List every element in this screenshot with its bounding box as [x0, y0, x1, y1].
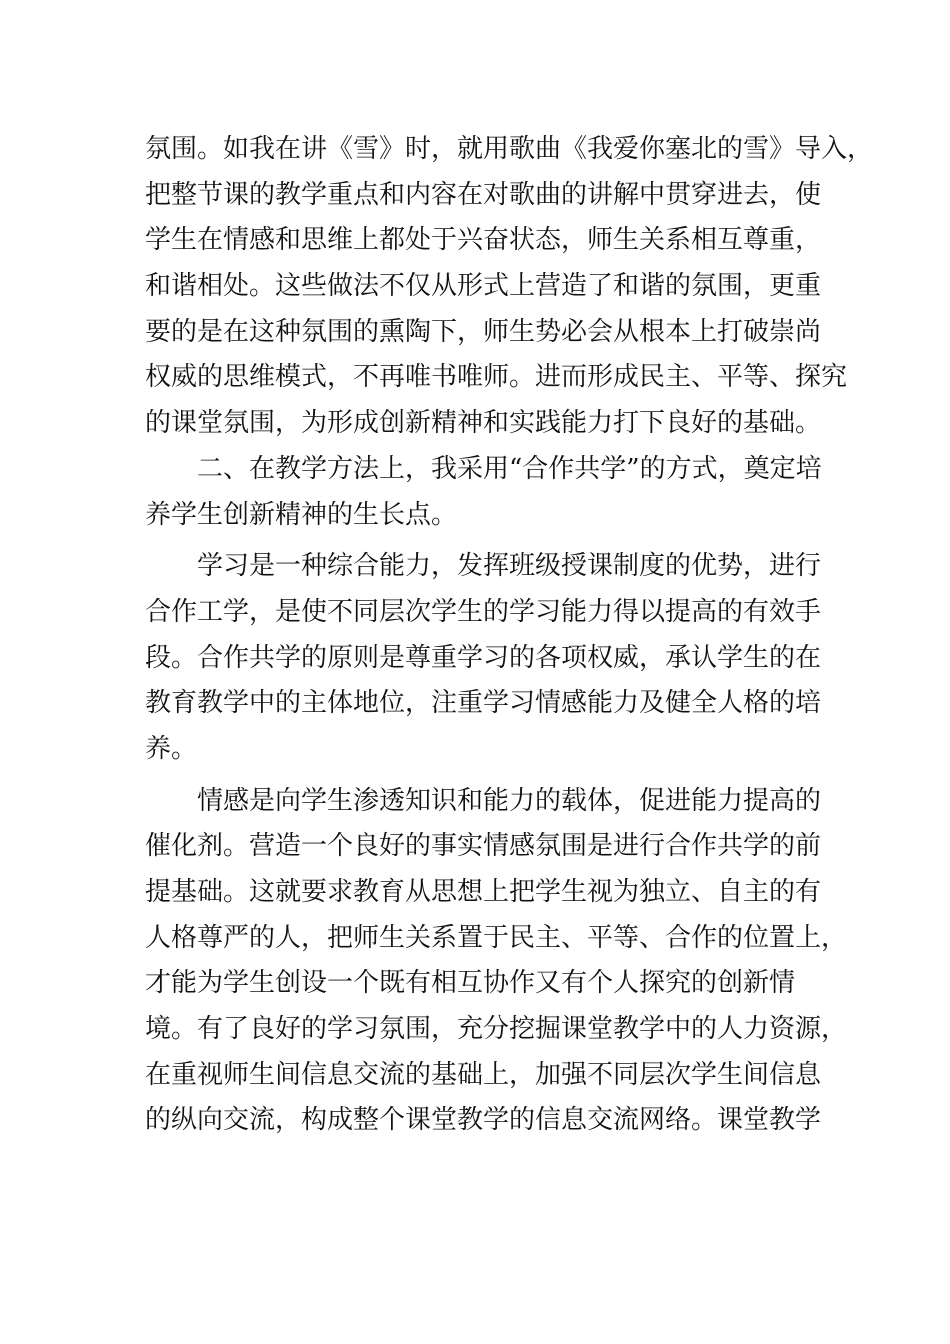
text-line: 权威的思维模式，不再唯书唯师。进而形成民主、平等、探究 [145, 362, 848, 393]
paragraph-3 [145, 544, 822, 772]
paragraph-1 [145, 127, 874, 447]
text-line: 情感是向学生渗透知识和能力的载体，促进能力提高的 [197, 785, 822, 816]
text-line: 养学生创新精神的生长点。 [145, 499, 458, 530]
paragraph-4 [145, 779, 848, 1145]
text-line: 养。 [145, 733, 198, 764]
text-line: 把整节课的教学重点和内容在对歌曲的讲解中贯穿进去，使 [145, 179, 822, 210]
text-line: 段。合作共学的原则是尊重学习的各项权威，承认学生的在 [145, 642, 822, 673]
text-line: 人格尊严的人，把师生关系置于民主、平等、合作的位置上， [145, 922, 848, 953]
text-line: 教育教学中的主体地位，注重学习情感能力及健全人格的培 [145, 688, 822, 719]
text-line: 氛围。如我在讲《雪》时，就用歌曲《我爱你塞北的雪》导入， [145, 134, 874, 164]
paragraph-2 [145, 447, 822, 538]
text-line: 学生在情感和思维上都处于兴奋状态，师生关系相互尊重， [145, 225, 822, 256]
text-line: 和谐相处。这些做法不仅从形式上营造了和谐的氛围，更重 [145, 271, 822, 302]
body-text [145, 127, 874, 1144]
text-line: 的纵向交流，构成整个课堂教学的信息交流网络。课堂教学 [145, 1105, 822, 1136]
text-line: 才能为学生创设一个既有相互协作又有个人探究的创新情 [145, 968, 796, 999]
text-line: 学习是一种综合能力，发挥班级授课制度的优势，进行 [197, 551, 822, 582]
text-line: 要的是在这种氛围的熏陶下，师生势必会从根本上打破崇尚 [145, 316, 822, 347]
text-line: 催化剂。营造一个良好的事实情感氛围是进行合作共学的前 [145, 831, 822, 862]
text-line: 提基础。这就要求教育从思想上把学生视为独立、自主的有 [145, 877, 822, 907]
text-line: 二、在教学方法上，我采用“合作共学”的方式，奠定培 [197, 453, 822, 484]
text-line: 合作工学，是使不同层次学生的学习能力得以提高的有效手 [145, 596, 822, 627]
text-line: 境。有了良好的学习氛围，充分挖掘课堂教学中的人力资源， [145, 1014, 848, 1045]
text-line: 在重视师生间信息交流的基础上，加强不同层次学生间信息 [145, 1059, 822, 1090]
text-line: 的课堂氛围，为形成创新精神和实践能力打下良好的基础。 [145, 408, 822, 439]
